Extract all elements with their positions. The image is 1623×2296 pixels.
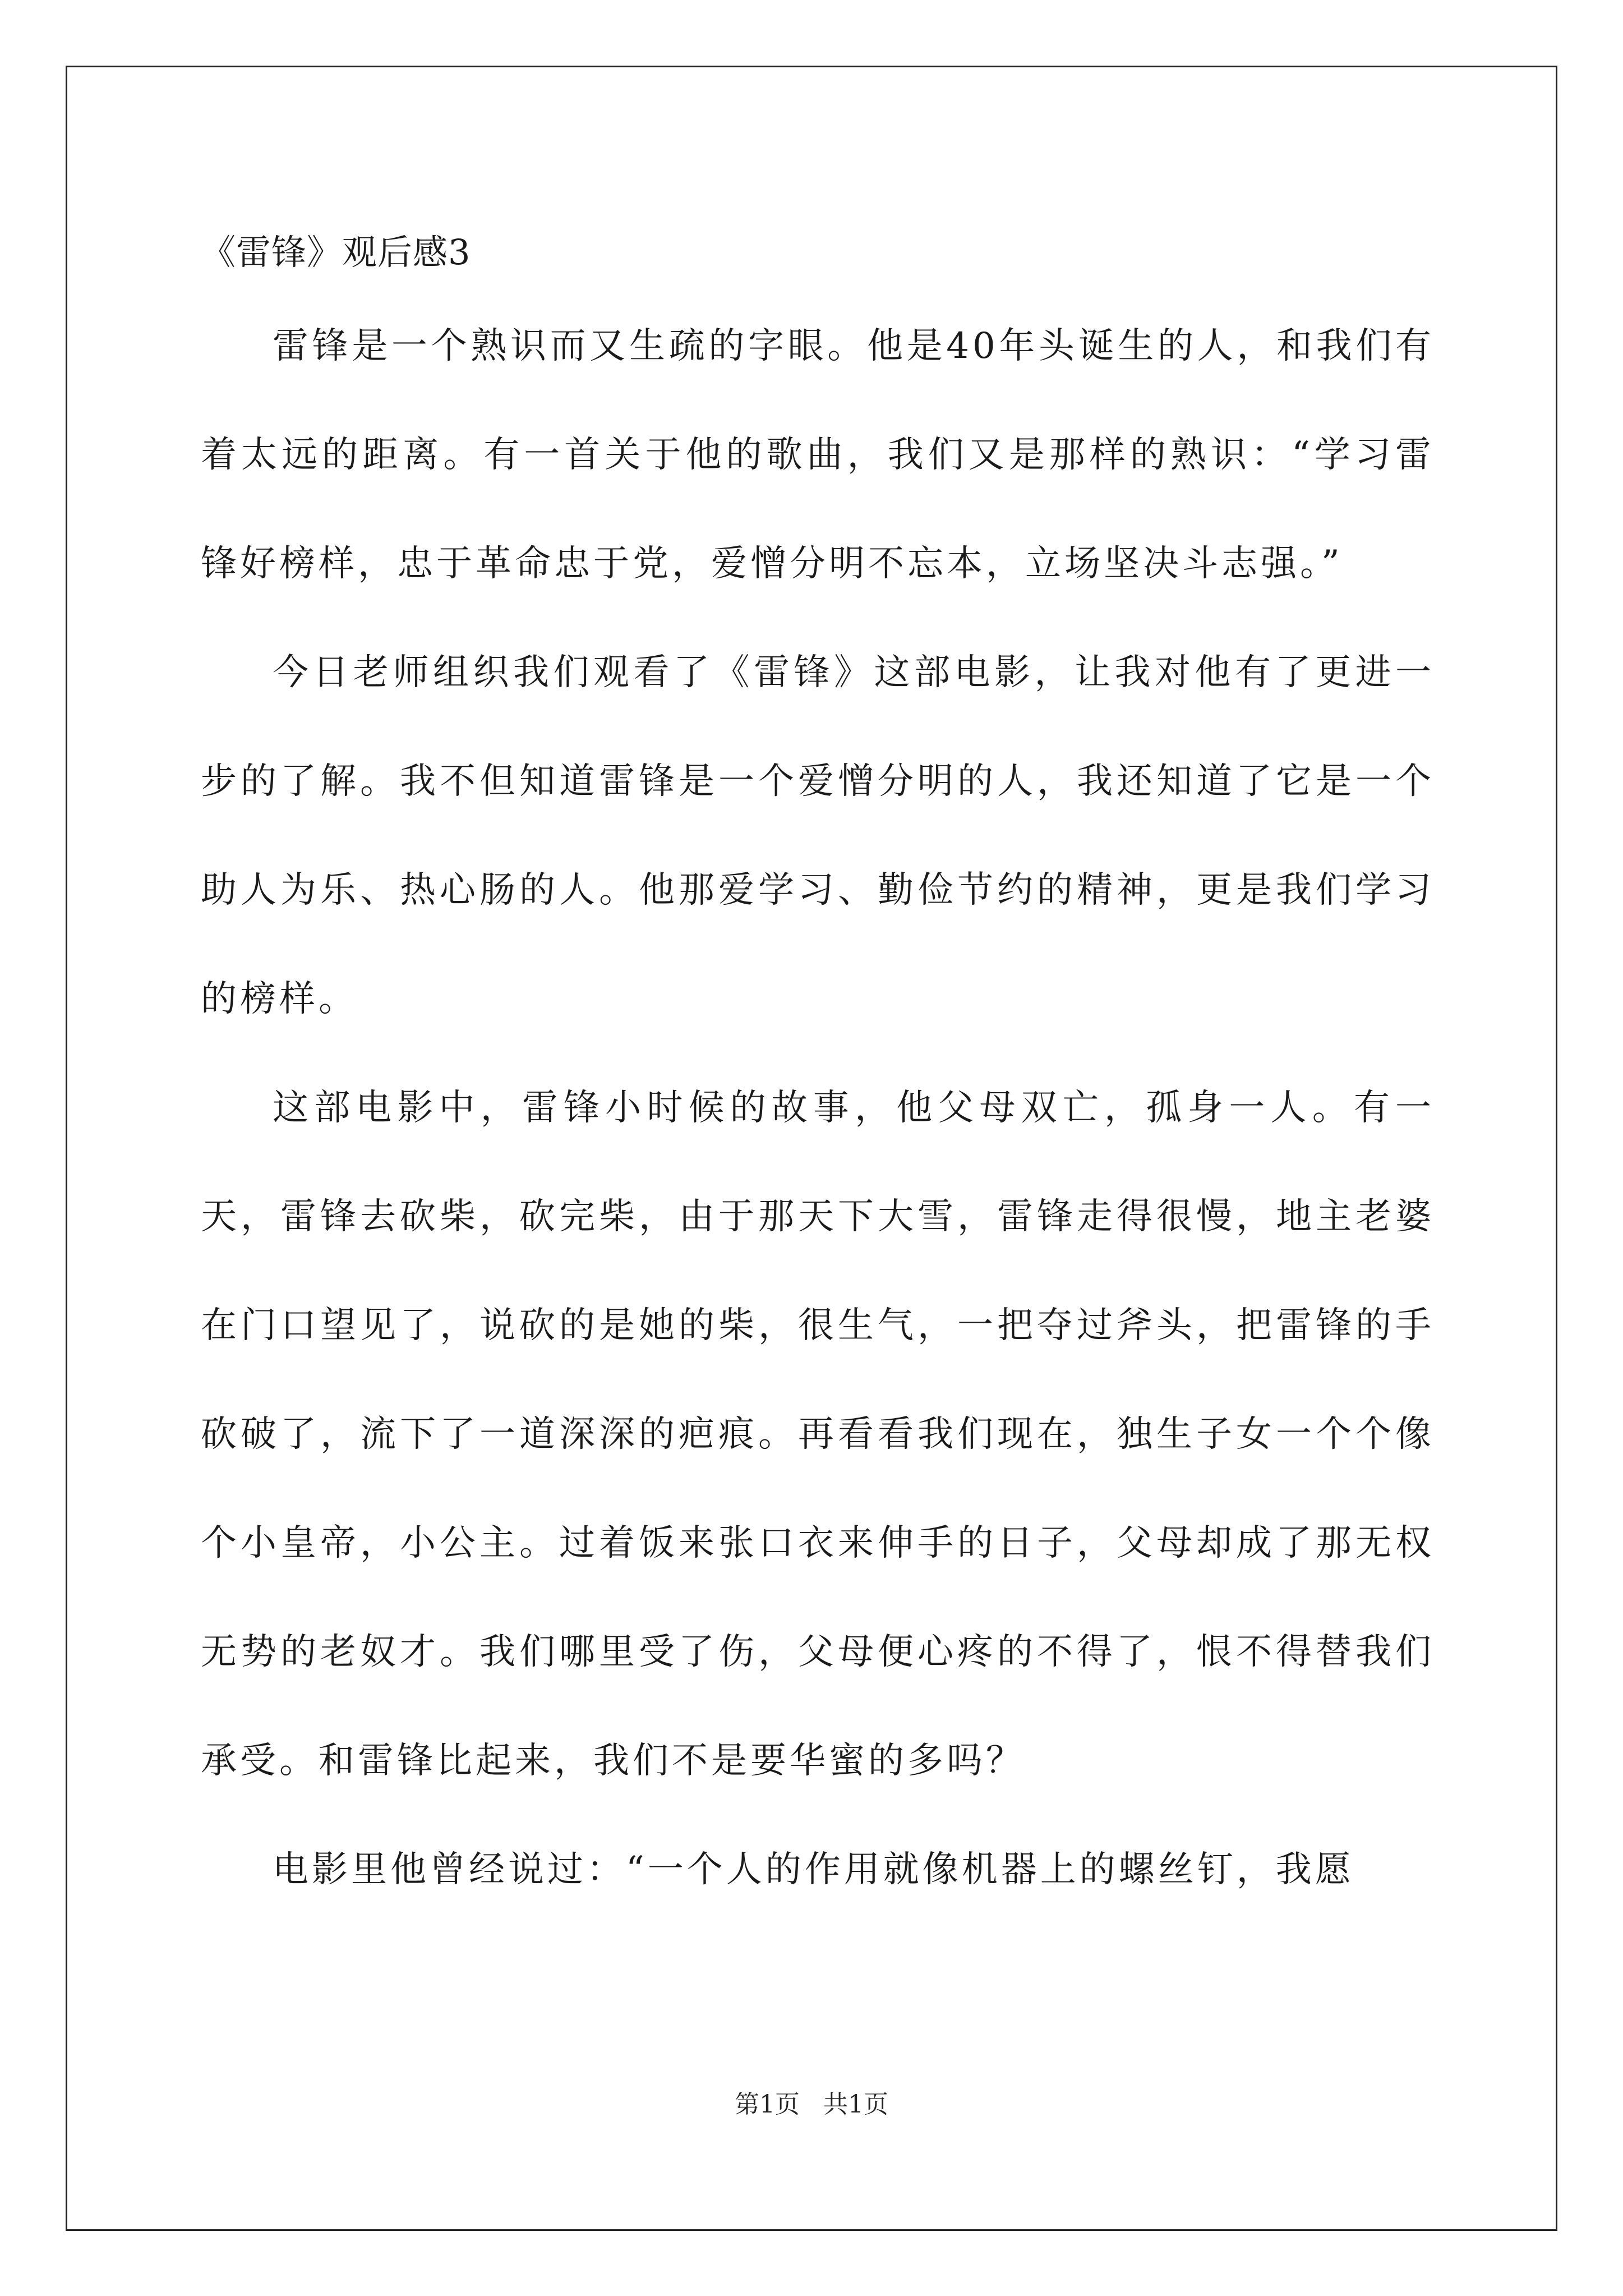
paragraph-1: 雷锋是一个熟识而又生疏的字眼。他是40年头诞生的人，和我们有着太远的距离。有一首关于他的歌曲，我们又是那样的熟识：“学习雷锋好榜样，忠于革命忠于党，爱憎分明不忘本，立场坚决斗志强。”	[201, 325, 1435, 585]
document-body	[201, 219, 1435, 1924]
paragraph-3: 这部电影中，雷锋小时候的故事，他父母双亡，孤身一人。有一天，雷锋去砍柴，砍完柴，由于那天下大雪，雷锋走得很慢，地主老婆在门口望见了，说砍的是她的柴，很生气，一把夺过斧头，把雷锋的手砍破了，流下了一道深深的疤痕。再看看我们现在，独生子女一个个像个小皇帝，小公主。过着饭来张口衣来伸手的日子，父母却成了那无权无势的老奴才。我们哪里受了伤，父母便心疼的不得了，恨不得替我们承受。和雷锋比起来，我们不是要华蜜的多吗？	[201, 1087, 1435, 1782]
paragraph-2: 今日老师组织我们观看了《雷锋》这部电影，让我对他有了更进一步的了解。我不但知道雷锋是一个爱憎分明的人，我还知道了它是一个助人为乐、热心肠的人。他那爱学习、勤俭节约的精神，更是我们学习的榜样。	[201, 652, 1435, 1020]
document-title: 《雷锋》观后感3	[201, 232, 471, 273]
paragraph-4: 电影里他曾经说过：“一个人的作用就像机器上的螺丝钉，我愿	[273, 1849, 1354, 1890]
page-footer: 第1页 共1页	[735, 2090, 888, 2119]
